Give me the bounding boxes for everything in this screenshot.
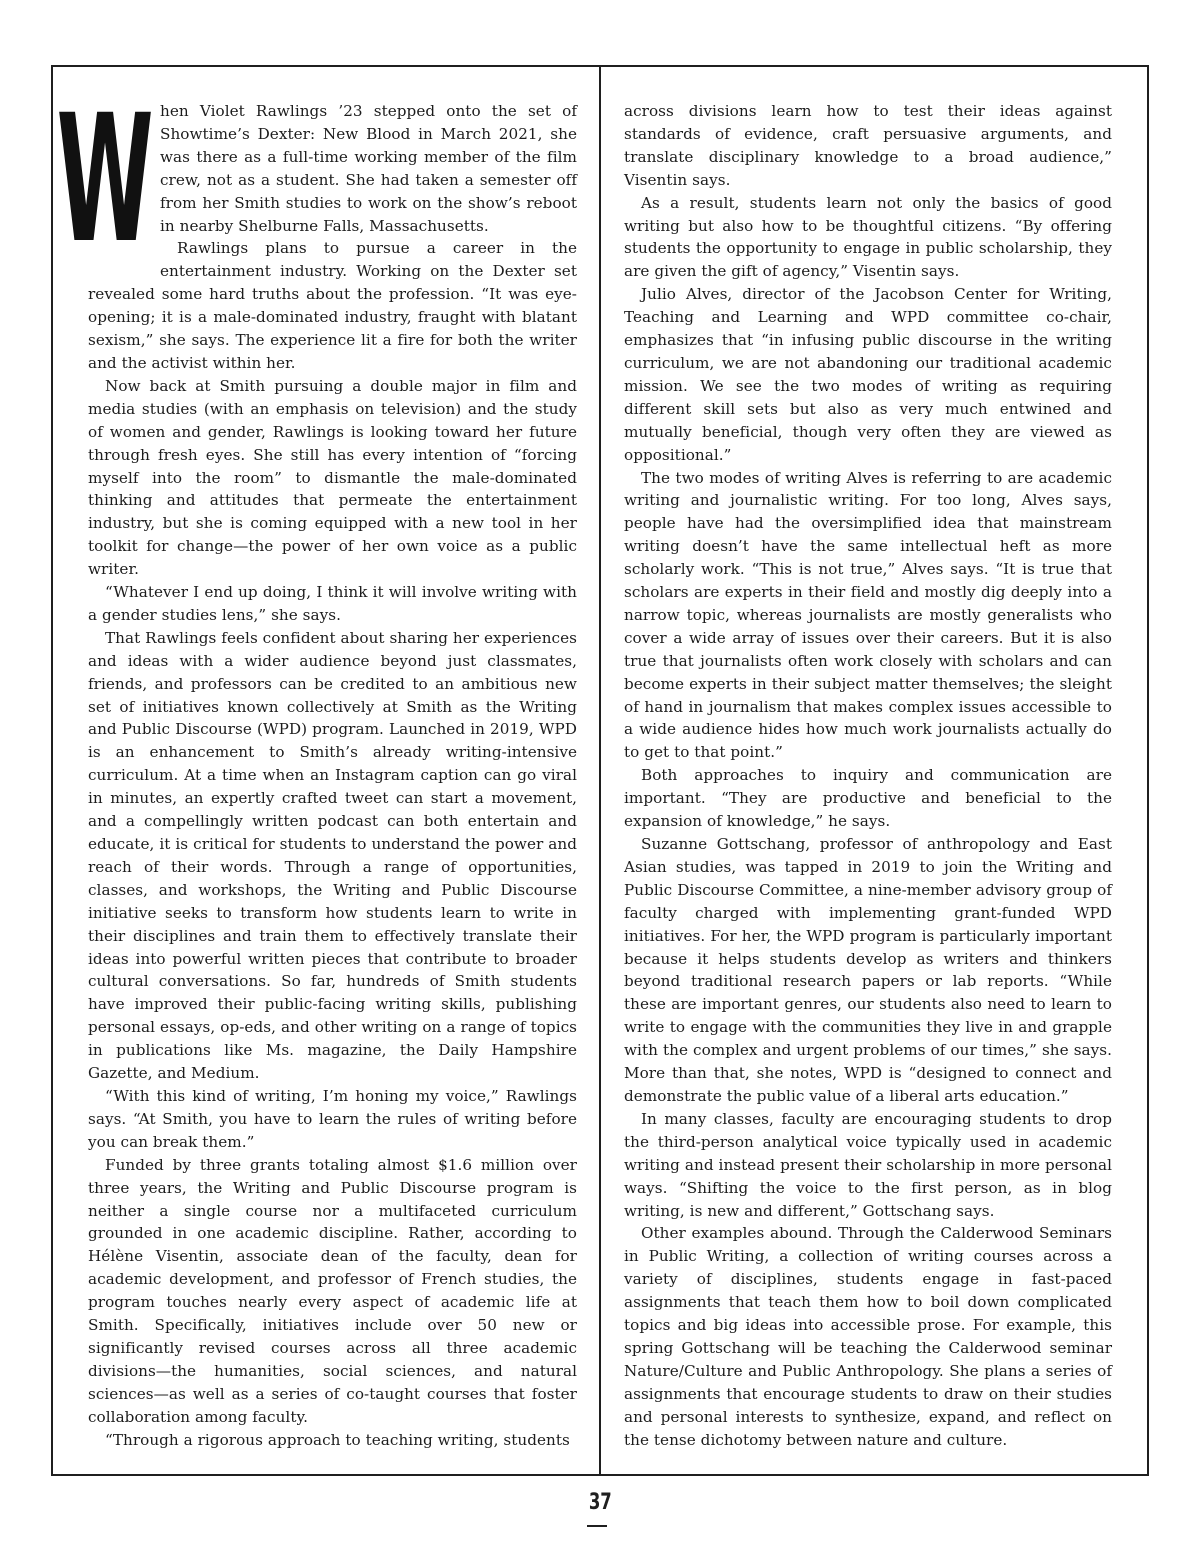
paragraph: Funded by three grants totaling almost $1.6 million over three years, the Writing and Public Discourse program is neither a single course nor a multifaceted curriculum grounded in one academic discipline. Rather, according to Hélène Visentin, associate dean of the faculty, dean for academic development, and professor of French studies, the program touches nearly every aspect of academic life at Smith. Specifically, initiatives include over 50 new or significantly revised courses across all three academic divisions—the humanities, social sciences, and natural sciences—as well as a series of co-taught courses that foster collaboration among faculty. xyxy=(88,1155,577,1426)
paragraph: Now back at Smith pursuing a double major in film and media studies (with an emphasis on television) and the study of women and gender, Rawlings is looking toward her future through fresh eyes. She still has every intention of “forcing myself into the room” to dismantle the male-dominated thinking and attitudes that permeate the entertainment industry, but she is coming equipped with a new tool in her toolkit for change—the power of her own voice as a public writer. xyxy=(88,376,577,579)
left-column xyxy=(56,77,577,1451)
paragraph: hen Violet Rawlings ’23 stepped onto the set of Showtime’s Dexter: New Blood in March 2021, she was there as a full-time working member of the film crew, not as a student. She had taken a semester off from her Smith studies to work on the show’s reboot in nearby Shelburne Falls, Massachusetts. xyxy=(160,102,577,235)
column-divider xyxy=(599,65,601,1476)
paragraph: “With this kind of writing, I’m honing my voice,” Rawlings says. “At Smith, you have to learn the rules of writing before you can break them.” xyxy=(88,1086,577,1151)
paragraph: Both approaches to inquiry and communication are important. “They are productive and beneficial to the expansion of knowledge,” he says. xyxy=(624,766,1112,831)
drop-cap: W xyxy=(56,77,154,282)
page-number: 37 xyxy=(588,1490,612,1515)
page-number-rule xyxy=(587,1525,607,1527)
paragraph: In many classes, faculty are encouraging students to drop the third-person analytical voice typically used in academic writing and instead present their scholarship in more personal ways. “Shifting the voice to the first person, as in blog writing, is new and different,” Gottschang says. xyxy=(624,1109,1112,1220)
paragraph: As a result, students learn not only the basics of good writing but also how to be thoughtful citizens. “By offering students the opportunity to engage in public scholarship, they are given the gift of agency,” Visentin says. xyxy=(624,193,1112,281)
paragraph: Suzanne Gottschang, professor of anthropology and East Asian studies, was tapped in 2019 to join the Writing and Public Discourse Committee, a nine-member advisory group of faculty charged with implementing grant-funded WPD initiatives. For her, the WPD program is particularly important because it helps students develop as writers and thinkers beyond traditional research papers or lab reports. “While these are important genres, our students also need to learn to write to engage with the communities they live in and grapple with the complex and urgent problems of our times,” she says. More than that, she notes, WPD is “designed to connect and demonstrate the public value of a liberal arts education.” xyxy=(624,835,1112,1105)
paragraph: That Rawlings feels confident about sharing her experiences and ideas with a wider audience beyond just classmates, friends, and professors can be credited to an ambitious new set of initiatives known collectively at Smith as the Writing and Public Discourse (WPD) program. Launched in 2019, WPD is an enhancement to Smith’s already writing-intensive curriculum. At a time when an Instagram caption can go viral in minutes, an expertly crafted tweet can start a movement, and a compellingly written podcast can both entertain and educate, it is critical for students to understand the power and reach of their words. Through a range of opportunities, classes, and workshops, the Writing and Public Discourse initiative seeks to transform how students learn to write in their disciplines and train them to effectively translate their ideas into powerful written pieces that contribute to broader cultural conversations. So far, hundreds of Smith students have improved their public-facing writing skills, publishing personal essays, op-eds, and other writing on a range of topics in publications like Ms. magazine, the Daily Hampshire Gazette, and Medium. xyxy=(88,628,577,1083)
paragraph: “Whatever I end up doing, I think it will involve writing with a gender studies lens,” she says. xyxy=(88,583,577,624)
right-column xyxy=(624,100,1112,1451)
paragraph: across divisions learn how to test their ideas against standards of evidence, craft persuasive arguments, and translate disciplinary knowledge to a broad audience,” Visentin says. xyxy=(624,102,1112,189)
paragraph: Rawlings plans to pursue a career in the entertainment industry. Working on the Dexter set revealed some hard truths about the profession. “It was eye-opening; it is a male-dominated industry, fraught with blatant sexism,” she says. The experience lit a fire for both the writer and the activist within her. xyxy=(88,239,577,372)
paragraph: The two modes of writing Alves is referring to are academic writing and journalistic writing. For too long, Alves says, people have had the oversimplified idea that mainstream writing doesn’t have the same intellectual heft as more scholarly work. “This is not true,” Alves says. “It is true that scholars are experts in their field and mostly dig deeply into a narrow topic, whereas journalists are mostly generalists who cover a wide array of issues over their careers. But it is also true that journalists often work closely with scholars and can become experts in their subject matter themselves; the sleight of hand in journalism that makes complex issues accessible to a wide audience hides how much work journalists actually do to get to that point.” xyxy=(624,468,1112,762)
paragraph: “Through a rigorous approach to teaching writing, students xyxy=(105,1430,570,1449)
paragraph: Julio Alves, director of the Jacobson Center for Writing, Teaching and Learning and WPD committee co-chair, emphasizes that “in infusing public discourse in the writing curriculum, we are not abandoning our traditional academic mission. We see the two modes of writing as requiring different skill sets but also as very much entwined and mutually beneficial, though very often they are viewed as oppositional.” xyxy=(624,285,1112,464)
paragraph: Other examples abound. Through the Calderwood Seminars in Public Writing, a collection of writing courses across a variety of disciplines, students engage in fast-paced assignments that teach them how to boil down complicated topics and big ideas into accessible prose. For example, this spring Gottschang will be teaching the Calderwood seminar Nature/Culture and Public Anthropology. She plans a series of assignments that encourage students to draw on their studies and personal interests to synthesize, expand, and reflect on the tense dichotomy between nature and culture. xyxy=(624,1224,1112,1449)
